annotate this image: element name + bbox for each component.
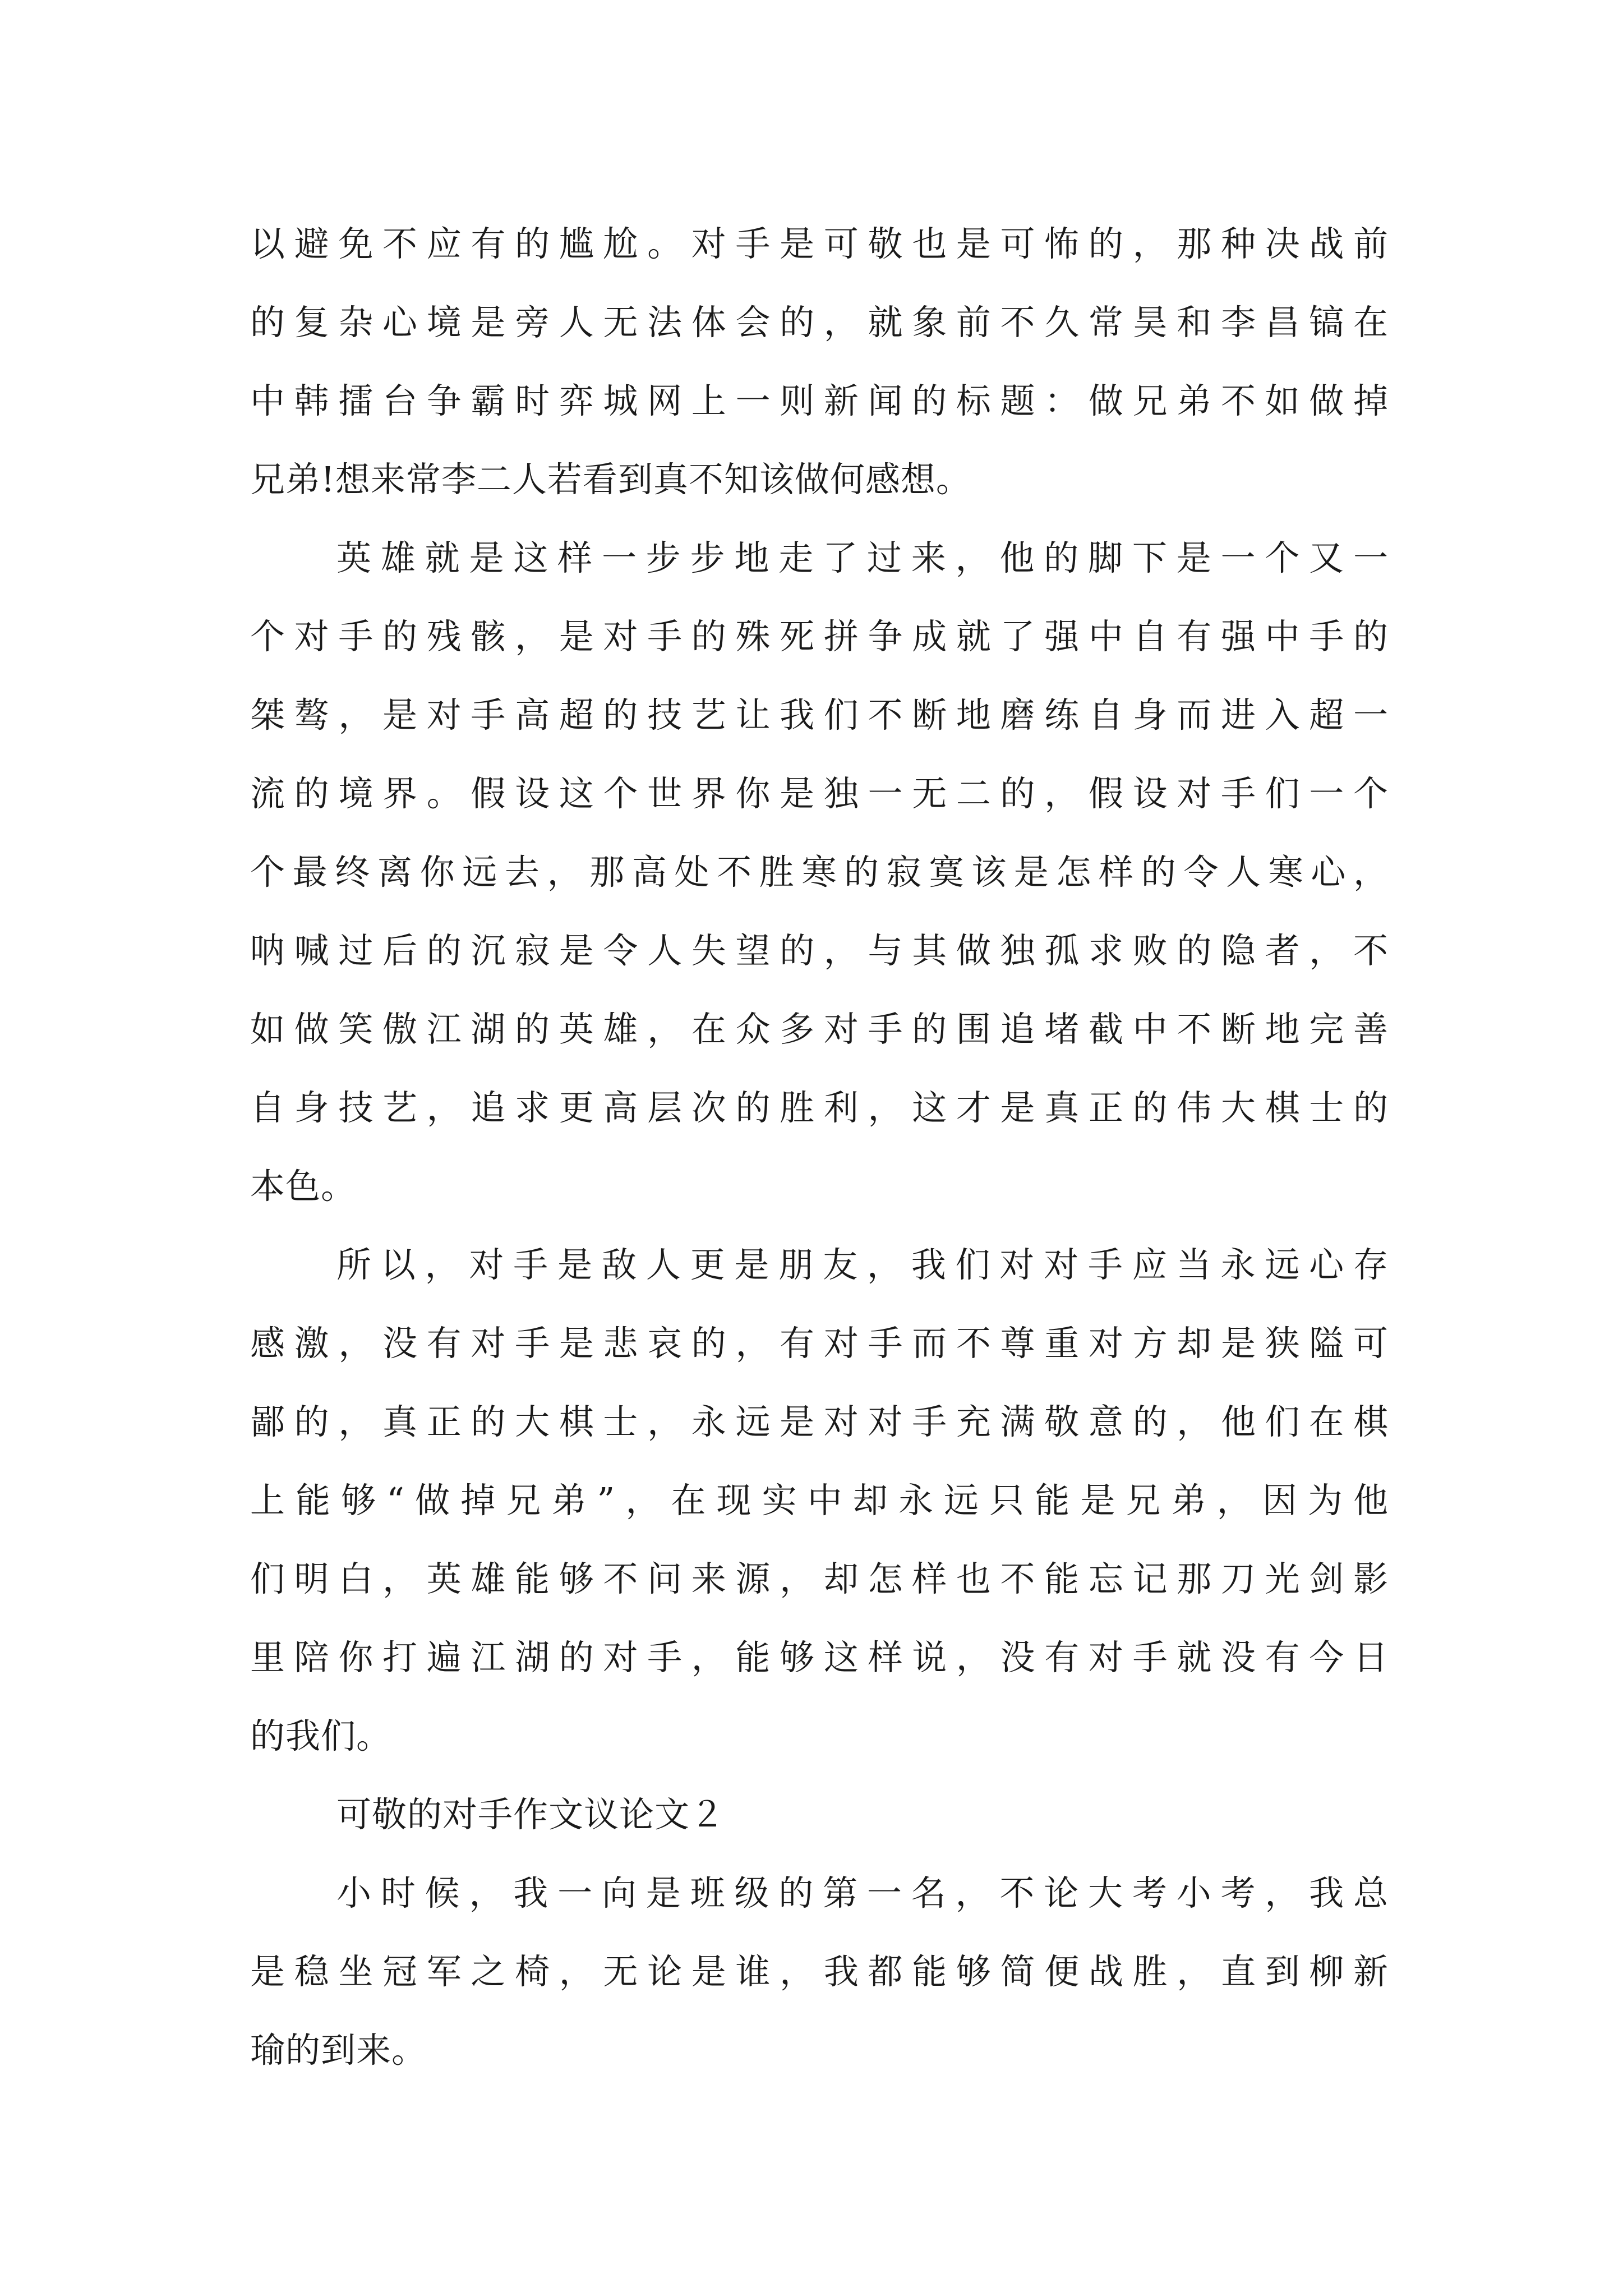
text-line: 中韩擂台争霸时弈城网上一则新闻的标题：做兄弟不如做掉	[250, 380, 1389, 421]
text-line: 的我们。	[250, 1715, 392, 1756]
text-line: 小时候，我一向是班级的第一名，不论大考小考，我总	[336, 1872, 1389, 1913]
text-line: 自身技艺，追求更高层次的胜利，这才是真正的伟大棋士的	[250, 1087, 1389, 1128]
text-line: 的复杂心境是旁人无法体会的，就象前不久常昊和李昌镐在	[250, 302, 1389, 343]
text-line: 流的境界。假设这个世界你是独一无二的，假设对手们一个	[250, 773, 1389, 814]
text-line: 兄弟!想来常李二人若看到真不知该做何感想。	[250, 459, 971, 500]
text-line: 感激，没有对手是悲哀的，有对手而不尊重对方却是狭隘可	[250, 1323, 1389, 1364]
text-line: 瑜的到来。	[250, 2030, 427, 2070]
text-line: 里陪你打遍江湖的对手，能够这样说，没有对手就没有今日	[250, 1637, 1389, 1678]
text-line: 如做笑傲江湖的英雄，在众多对手的围追堵截中不断地完善	[250, 1009, 1389, 1050]
section-heading: 可敬的对手作文议论文２	[336, 1794, 726, 1835]
text-line: 个对手的残骸，是对手的殊死拼争成就了强中自有强中手的	[250, 616, 1389, 657]
text-line: 是稳坐冠军之椅，无论是谁，我都能够简便战胜，直到柳新	[250, 1951, 1389, 1992]
text-line: 鄙的，真正的大棋士，永远是对对手充满敬意的，他们在棋	[250, 1401, 1389, 1442]
text-line: 桀骜，是对手高超的技艺让我们不断地磨练自身而进入超一	[250, 694, 1389, 735]
text-line: 英雄就是这样一步步地走了过来，他的脚下是一个又一	[336, 537, 1389, 578]
text-line: 本色。	[250, 1166, 357, 1207]
text-line: 上能够“做掉兄弟”，在现实中却永远只能是兄弟，因为他	[250, 1480, 1389, 1521]
text-line: 们明白，英雄能够不问来源，却怎样也不能忘记那刀光剑影	[250, 1558, 1389, 1599]
text-line: 所以，对手是敌人更是朋友，我们对对手应当永远心存	[336, 1244, 1389, 1285]
text-line: 以避免不应有的尴尬。对手是可敬也是可怖的，那种决战前	[250, 223, 1389, 264]
text-line: 呐喊过后的沉寂是令人失望的，与其做独孤求败的隐者，不	[250, 930, 1389, 971]
text-line: 个最终离你远去，那高处不胜寒的寂寞该是怎样的令人寒心，	[250, 852, 1389, 892]
